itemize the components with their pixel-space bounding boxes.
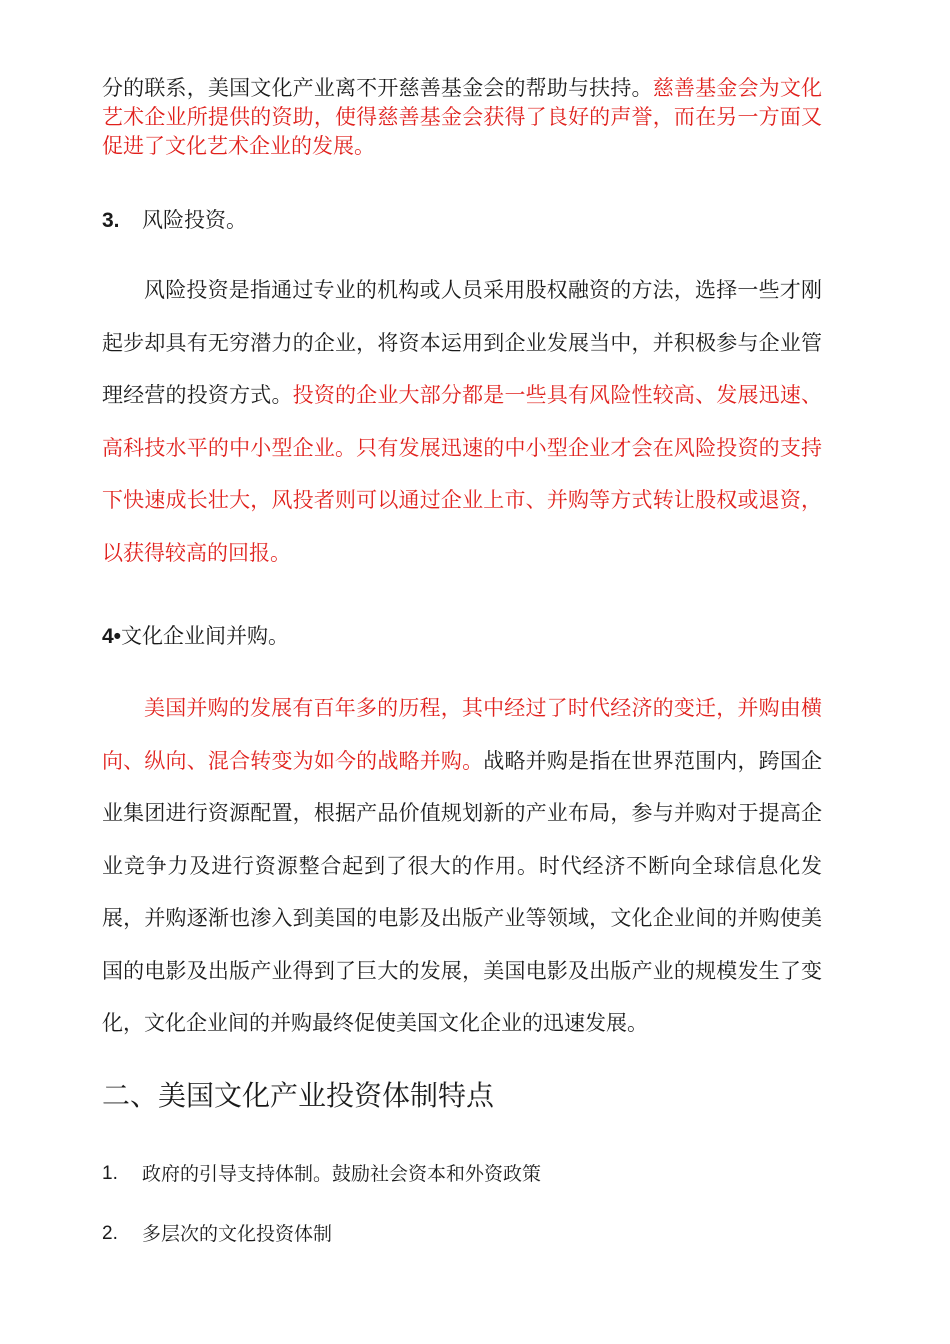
list-text: 政府的引导支持体制。鼓励社会资本和外资政策 bbox=[142, 1163, 542, 1185]
intro-text-red: 慈善基金会为文化艺术企业所提供的资助，使得慈善基金会获得了良好的声誉，而在另一方面又促进了文化艺术企业的发展。 bbox=[102, 76, 823, 158]
heading-venture-capital bbox=[102, 204, 247, 237]
heading-merger bbox=[102, 620, 289, 653]
list-text: 多层次的文化投资体制 bbox=[142, 1223, 333, 1245]
heading-number: 3. bbox=[102, 209, 120, 232]
section-heading: 二、美国文化产业投资体制特点 bbox=[102, 1079, 495, 1112]
merger-text-red: 美国并购的发展有百年多的历程，其中经过了时代经济的变迁，并购由横向、纵向、混合转变为如今的战略并购。 bbox=[102, 696, 822, 773]
list-item bbox=[102, 1160, 822, 1188]
list-number: 1. bbox=[102, 1163, 118, 1184]
merger-text-black: 战略并购是指在世界范围内，跨国企业集团进行资源配置，根据产品价值规划新的产业布局，参与并购对于提高企业竞争力及进行资源整合起到了很大的作用。时代经济不断向全球信息化发展，并购逐渐也渗入到美国的电影及出版产业等领域，文化企业间的并购使美国的电影及出版产业得到了巨大的发展，美国电影及出版产业的规模发生了变化，文化企业间的并购最终促使美国文化企业的迅速发展。 bbox=[102, 748, 823, 1035]
list-number: 2. bbox=[102, 1223, 118, 1244]
list-item bbox=[102, 1220, 822, 1248]
merger-paragraph bbox=[102, 682, 822, 1050]
intro-text-black: 分的联系，美国文化产业离不开慈善基金会的帮助与扶持。 bbox=[102, 76, 653, 100]
heading-number: 4• bbox=[102, 625, 122, 648]
venture-text-black: 风险投资是指通过专业的机构或人员采用股权融资的方法，选择一些才刚起步却具有无穷潜力的企业，将资本运用到企业发展当中，并积极参与企业管理经营的投资方式。 bbox=[102, 278, 822, 407]
venture-capital-paragraph bbox=[102, 264, 822, 579]
heading-title: 文化企业间并购。 bbox=[121, 624, 290, 648]
feature-list bbox=[102, 1160, 822, 1248]
intro-paragraph bbox=[102, 74, 822, 161]
heading-title: 风险投资。 bbox=[142, 208, 247, 232]
venture-text-red: 投资的企业大部分都是一些具有风险性较高、发展迅速、高科技水平的中小型企业。只有发展迅速的中小型企业才会在风险投资的支持下快速成长壮大，风投者则可以通过企业上市、并购等方式转让股权或退资，以获得较高的回报。 bbox=[102, 383, 823, 565]
